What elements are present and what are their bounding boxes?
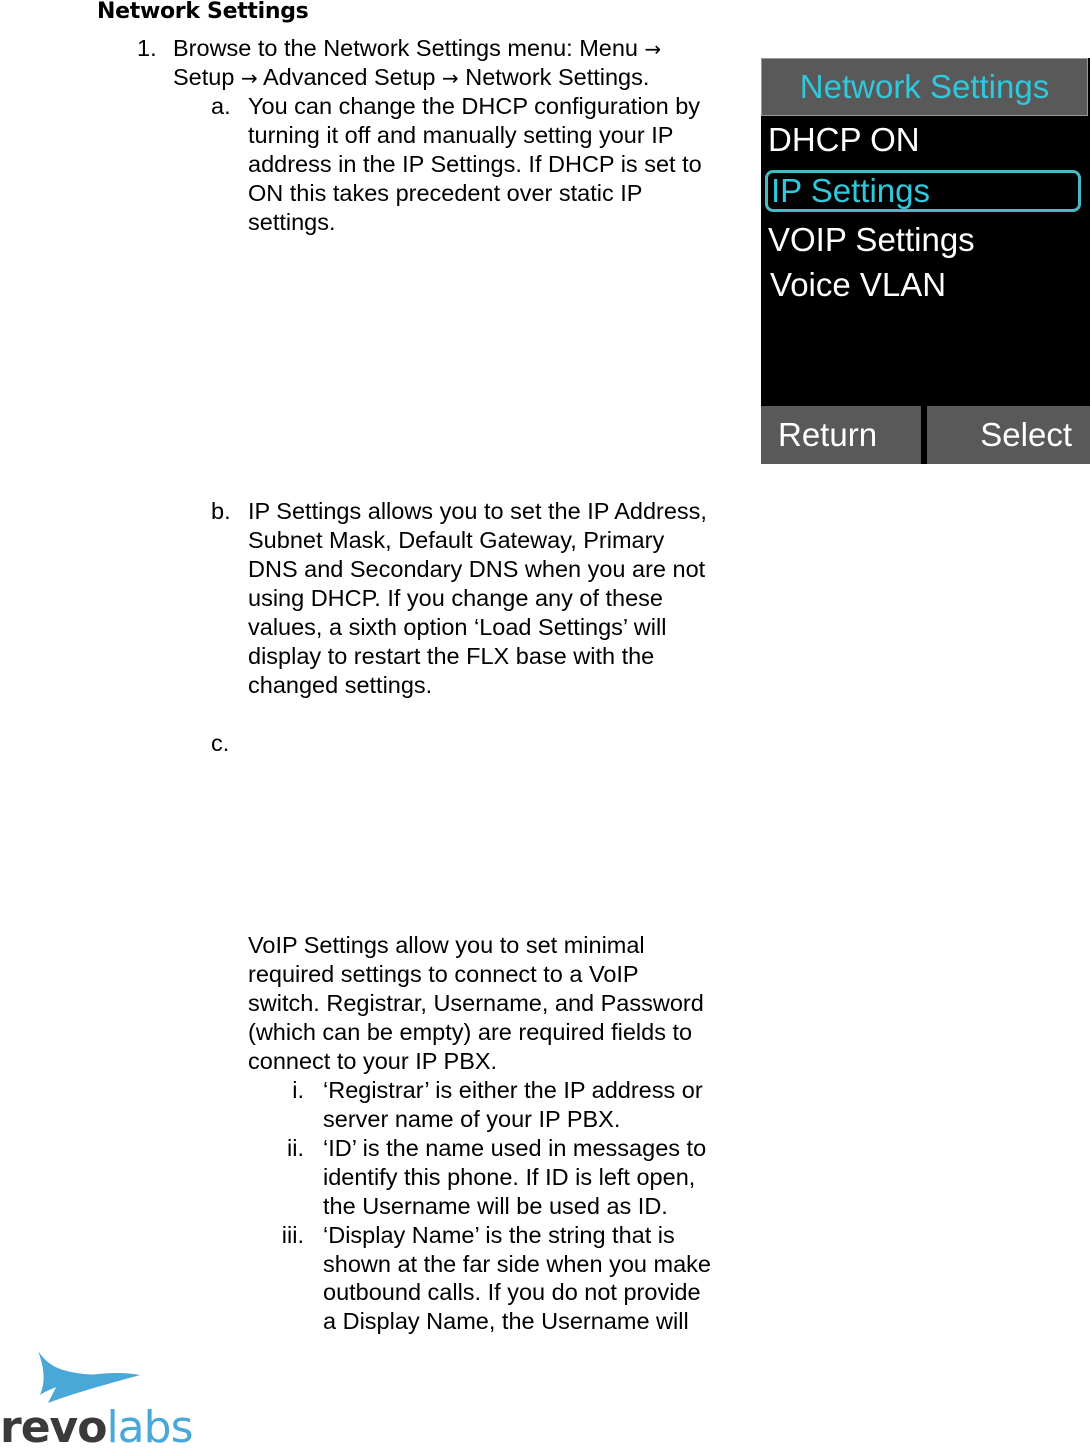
logo-text-revo: revo <box>0 1402 107 1453</box>
list-marker-b: b. <box>211 498 231 524</box>
list-marker-i: i. <box>292 1077 304 1103</box>
menu-item-dhcp[interactable]: DHCP ON <box>768 121 920 158</box>
arrow-right-icon: → <box>441 66 459 90</box>
paragraph-line: changed settings. <box>248 672 433 698</box>
list-marker-iii: iii. <box>281 1222 304 1248</box>
return-softkey[interactable]: Return <box>761 406 921 464</box>
paragraph-line: a Display Name, the Username will <box>323 1308 689 1334</box>
paragraph-line: switch. Registrar, Username, and Password <box>248 990 704 1016</box>
paragraph-line: the Username will be used as ID. <box>323 1193 668 1219</box>
paragraph-line: (which can be empty) are required fields to <box>248 1019 693 1045</box>
logo-text-labs: labs <box>106 1402 193 1453</box>
paragraph-line: values, a sixth option ‘Load Settings’ will <box>248 614 667 640</box>
paragraph-line: display to restart the FLX base with the <box>248 643 655 669</box>
menu-item-voice-vlan[interactable]: Voice VLAN <box>770 266 947 303</box>
paragraph-line: settings. <box>248 209 336 235</box>
paragraph-line: Subnet Mask, Default Gateway, Primary <box>248 527 665 553</box>
paragraph-line: ‘Display Name’ is the string that is <box>323 1222 675 1248</box>
paragraph-line: ON this takes precedent over static IP <box>248 180 643 206</box>
step-number: 1. <box>137 35 157 61</box>
list-marker-c: c. <box>211 730 230 756</box>
paragraph-line: turning it off and manually setting your IP <box>248 122 674 148</box>
paragraph-line: ‘ID’ is the name used in messages to <box>323 1135 707 1161</box>
step-1-text: Network Settings. <box>458 64 650 90</box>
paragraph-line: IP Settings allows you to set the IP Address, <box>248 498 707 524</box>
paragraph-line: address in the IP Settings. If DHCP is set to <box>248 151 702 177</box>
step-1-text: Browse to the Network Settings menu: Menu <box>173 35 645 61</box>
paragraph-line: connect to your IP PBX. <box>248 1048 498 1074</box>
step-1-line-1 <box>173 34 661 64</box>
list-marker-a: a. <box>211 93 231 119</box>
device-screen <box>761 58 1090 464</box>
paragraph-line: required settings to connect to a VoIP <box>248 961 639 987</box>
paragraph-line: ‘Registrar’ is either the IP address or <box>323 1077 703 1103</box>
menu-item-ip-settings[interactable]: IP Settings <box>765 170 1081 212</box>
paragraph-line: DNS and Secondary DNS when you are not <box>248 556 706 582</box>
screen-title: Network Settings <box>761 58 1088 116</box>
section-heading: Network Settings <box>97 0 309 24</box>
step-1-line-2 <box>173 63 649 93</box>
step-1-text: Advanced Setup <box>257 64 442 90</box>
select-softkey[interactable]: Select <box>927 406 1090 464</box>
revolabs-logo <box>0 1400 193 1456</box>
paragraph-line: identify this phone. If ID is left open, <box>323 1164 696 1190</box>
arrow-right-icon: → <box>644 37 662 61</box>
paragraph-line: server name of your IP PBX. <box>323 1106 621 1132</box>
paragraph-line: shown at the far side when you make <box>323 1251 711 1277</box>
paragraph-line: You can change the DHCP configuration by <box>248 93 701 119</box>
paragraph-line: VoIP Settings allow you to set minimal <box>248 932 645 958</box>
arrow-right-icon: → <box>240 66 258 90</box>
step-1-text: Setup <box>173 64 241 90</box>
list-marker-ii: ii. <box>287 1135 304 1161</box>
menu-item-voip-settings[interactable]: VOIP Settings <box>768 221 975 258</box>
paragraph-line: outbound calls. If you do not provide <box>323 1279 701 1305</box>
paragraph-line: using DHCP. If you change any of these <box>248 585 663 611</box>
